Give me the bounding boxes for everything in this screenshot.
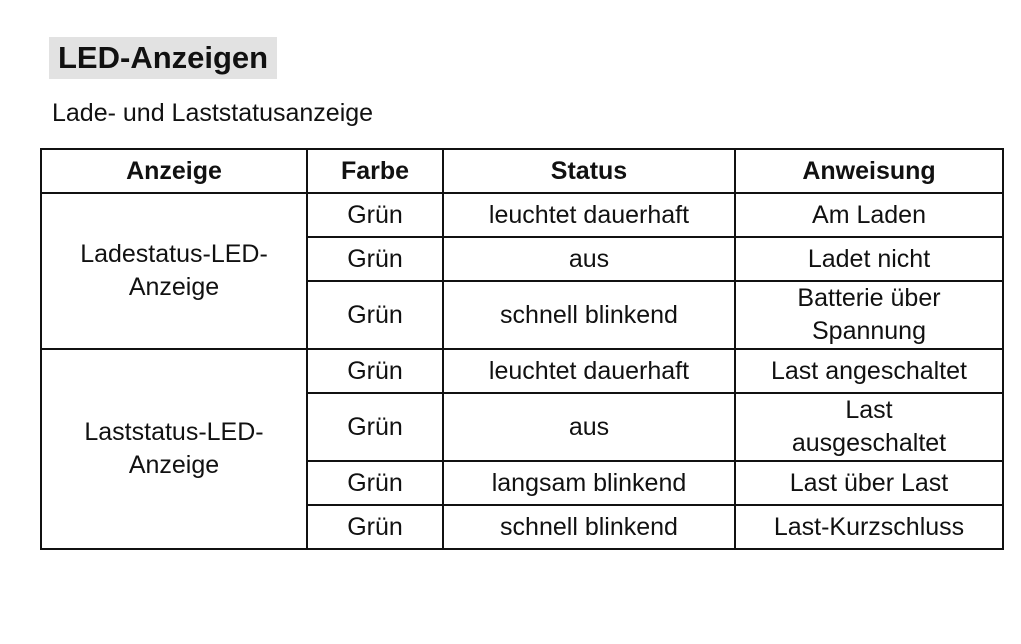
header-anzeige: Anzeige [41,149,307,193]
cell-farbe: Grün [307,281,443,349]
cell-farbe: Grün [307,461,443,505]
anweisung-text: ausgeschaltet [791,429,947,457]
group-label-line: Anzeige [128,273,220,301]
header-status: Status [443,149,735,193]
cell-farbe: Grün [307,349,443,393]
anweisung-text: Last angeschaltet [771,356,967,385]
anweisung-text: Last über Last [789,468,949,497]
anweisung-text: Ladet nicht [807,244,931,273]
cell-status: leuchtet dauerhaft [443,349,735,393]
cell-status: leuchtet dauerhaft [443,193,735,237]
cell-status: aus [443,237,735,281]
header-anweisung: Anweisung [735,149,1003,193]
group-label-ladestatus [41,193,307,349]
group-label-line: Anzeige [128,451,220,479]
anweisung-text: Last [845,396,893,424]
table-row [41,193,1003,237]
cell-farbe: Grün [307,193,443,237]
cell-anweisung [735,505,1003,549]
cell-status: schnell blinkend [443,281,735,349]
table-caption: Lade- und Laststatusanzeige [52,99,374,127]
cell-anweisung [735,393,1003,461]
cell-farbe: Grün [307,505,443,549]
header-farbe: Farbe [307,149,443,193]
cell-status: langsam blinkend [443,461,735,505]
cell-anweisung [735,461,1003,505]
anweisung-text: Last-Kurzschluss [773,512,965,541]
cell-anweisung [735,349,1003,393]
group-label-line: Ladestatus-LED- [80,240,268,268]
group-label-laststatus [41,349,307,549]
table-row [41,349,1003,393]
anweisung-text: Am Laden [812,200,926,229]
group-label-line: Laststatus-LED- [84,418,264,446]
cell-farbe: Grün [307,237,443,281]
anweisung-text: Batterie über [797,284,941,312]
cell-status: aus [443,393,735,461]
cell-anweisung [735,237,1003,281]
section-heading: LED-Anzeigen [49,37,277,79]
cell-status: schnell blinkend [443,505,735,549]
table-header-row [41,149,1003,193]
cell-anweisung [735,193,1003,237]
led-status-table [40,148,1004,550]
anweisung-text: Spannung [811,317,926,345]
cell-anweisung [735,281,1003,349]
cell-farbe: Grün [307,393,443,461]
